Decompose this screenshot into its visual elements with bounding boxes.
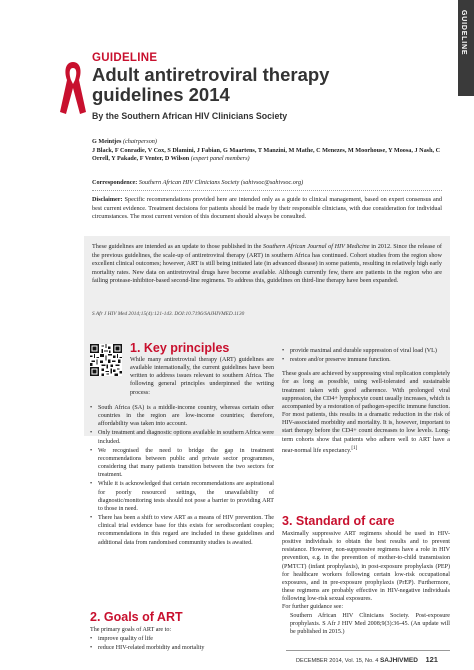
list-item: • We recognised the need to bridge the gap in treatment recommendations between public and private sector programmes, considering that many patients transition between the two sectors for treatment. [90,447,274,480]
reference-marker: [1] [351,444,358,451]
panel-role: (expert panel members) [190,155,250,163]
heading-key-principles: 1. Key principles [130,341,230,355]
page-number: 121 [425,655,438,664]
list-item: • provide maximal and durable suppression of viral load (VL) [282,347,450,355]
footer-journal: SAJHIVMED [379,657,418,664]
disclaimer [92,196,442,222]
key-principles-intro [130,356,274,397]
list-item: • South Africa (SA) is a middle-income country, whereas certain other countries in the region are low-income countries; therefore, affordability was taken into account. [90,404,274,428]
abstract-journal: Southern African Journal of HIV Medicine [263,243,370,250]
further-guidance-reference: Southern African HIV Clinicians Society. Post-exposure prophylaxis. S Afr J HIV Med 2008;9(3):36-45. (An update will be published in 2015.) [290,612,450,635]
goals-paragraph [282,370,450,455]
standard-of-care-paragraph: Maximally suppressive ART regimens should be used in HIV-positive individuals to obtain the best results and to prevent resistance. However, non-suppressive regimens have a role in HIV prevention, e.g. in the prevention of mother-to-child transmission (PMTCT) (infant prophylaxis), in post-exposure prophylaxis (PEP) for healthcare workers following certain low-risk occupational exposures, and in pre-exposure prophylaxis (PrEP). Furthermore, these regimens are probably effective in HIV-negative individuals following low-risk sexual exposures. [282,531,450,603]
goals-block [90,626,274,653]
chair-name: G Meintjes [92,138,122,145]
qr-code-icon [90,344,122,376]
correspondence [92,179,442,186]
abstract-text-before: These guidelines are intended as an update to those published in the [92,243,264,250]
chair-role: (chairperson) [122,138,157,145]
correspondence-label: Correspondence: [92,179,138,186]
article-subtitle: By the Southern African HIV Clinicians Society [92,111,288,121]
standard-of-care-block [282,530,450,636]
abstract-text-after: in 2012. Since the release of the previous guidelines, the scale-up of antiretroviral therapy (ART) in southern Africa has continued. Cohort studies from the region show excellent clinical outcomes; however, ART is still being initiated late (in advanced disease) in some patients, resulting in relatively high early mortality rates. New data on antiretroviral drugs have become available. Although currently few, there are patients in the region who are failing protease-inhibitor-based second-line regimens. To address this, guidelines on third-line therapy have been expanded. [92,243,442,285]
goals-intro: The primary goals of ART are to: [90,627,172,633]
key-principles-list [90,404,274,548]
right-column-top [282,347,450,455]
section-side-tab [458,0,474,96]
panel-names: J Black, F Conradie, V Cox, S Dlamini, J Fabian, G Maartens, T Manzini, M Mathe, C Menezes, M Moorhouse, Y Moosa, J Nash, C Orrell, Y Pakade, F Venter, D Wilson [92,146,441,163]
goals-paragraph-text: These goals are achieved by suppressing viral replication completely for as long as possible, using well-tolerated and sustainable treatment taken with good adherence. With prolonged viral suppression, the CD4+ lymphocyte count usually increases, which is accompanied by a restoration of pathogen-specific immune function. For most patients, this results in a dramatic reduction in the risk of HIV-associated morbidity and mortality. It is, however, important to start therapy before the CD4+ count decreases to low levels. Long-term cohorts show that patients who adhere well to ART have a near-normal life expectancy. [282,371,450,454]
footer-divider [286,650,450,651]
further-guidance-label: For further guidance see: [282,604,344,611]
disclaimer-text: Specific recommendations provided here are intended only as a guide to clinical management, based on expert consensus and best current evidence. Treatment decisions for patients should be made by their responsible clinicians, with due consideration for individual circumstances. The most current version of this document should always be consulted. [92,196,442,221]
heading-goals-of-art: 2. Goals of ART [90,610,183,624]
page-footer [296,655,438,664]
list-item: • There has been a shift to view ART as a means of HIV prevention. The clinical trial evidence base for this exists for serodiscordant couples; recommendations in this regard are included in these guidelines and additional data from randomised community studies is awaited. [90,514,274,547]
list-item: • improve quality of life [90,635,274,643]
article-title: Adult antiretroviral therapy guidelines 2014 [92,64,330,105]
side-tab-label: GUIDELINE [460,10,467,56]
citation: S Afr J HIV Med 2014;15(4):121-143. DOI:10.7196/SAJHIVMED.1130 [92,311,245,317]
red-ribbon-icon [58,58,88,116]
author-list [92,138,442,164]
list-item: • While it is acknowledged that certain recommendations are aspirational for poorly resourced settings, the unavailability of diagnostic/monitoring tests should not pose a barrier to providing ART to those in need. [90,480,274,513]
list-item: • restore and/or preserve immune function. [282,356,450,364]
intro-wrapped: While many antiretroviral therapy (ART) guidelines are available internationally, the current guidelines have been written to address issues relevant to southern Africa. The following general principles underpinned the writing process: [130,357,274,396]
correspondence-text: Southern African HIV Clinicians Society (sahivsoc@sahivsoc.org) [138,179,304,186]
category-label: GUIDELINE [92,52,158,64]
heading-standard-of-care: 3. Standard of care [282,514,395,528]
list-item: • Only treatment and diagnostic options available in southern Africa were included. [90,429,274,445]
footer-issue: DECEMBER 2014, Vol. 15, No. 4 [296,658,379,664]
abstract-text [92,243,442,286]
divider [92,190,442,191]
disclaimer-label: Disclaimer: [92,196,123,203]
list-item: • reduce HIV-related morbidity and mortality [90,644,274,652]
